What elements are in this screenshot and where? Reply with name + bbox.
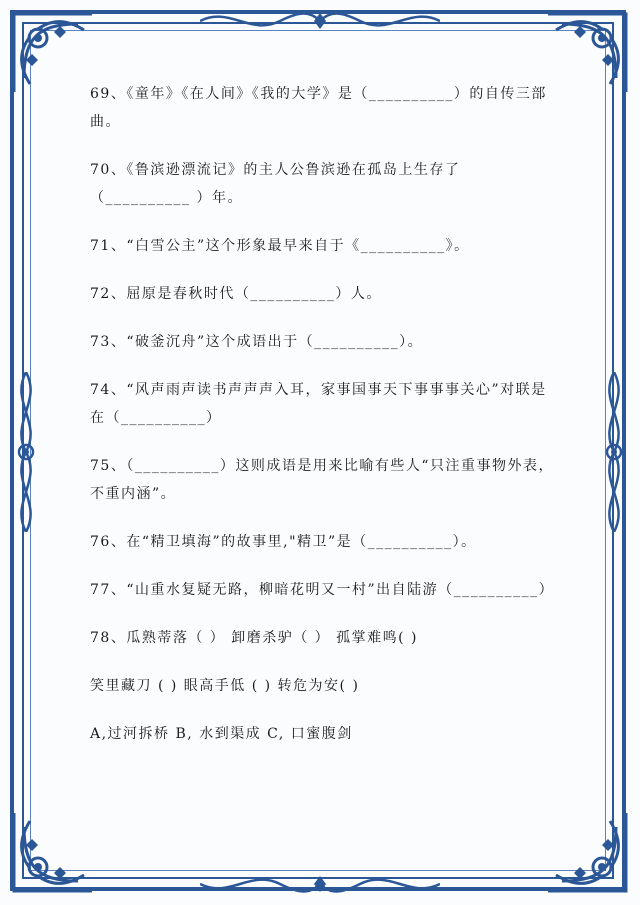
question-75: 75、（__________）这则成语是用来比喻有些人“只注重事物外表，不重内涵”。	[90, 458, 554, 502]
side-ornament-icon	[6, 372, 46, 532]
corner-ornament-icon	[8, 807, 98, 897]
question-70: 70、《鲁滨逊漂流记》的主人公鲁滨逊在孤岛上生存了（__________ ）年。	[90, 162, 461, 206]
side-ornament-icon	[594, 372, 634, 532]
question-76: 76、在“精卫填海”的故事里,"精卫”是（__________）。	[90, 534, 477, 550]
question-72: 72、屈原是春秋时代（__________）人。	[90, 286, 382, 302]
top-ornament-icon	[200, 6, 440, 36]
question-71: 71、“白雪公主”这个形象最早来自于《__________》。	[90, 238, 470, 254]
question-77: 77、“山重水复疑无路，柳暗花明又一村”出自陆游（__________）	[90, 582, 555, 598]
question-73: 73、“破釜沉舟”这个成语出于（__________）。	[90, 334, 424, 350]
question-69: 69、《童年》《在人间》《我的大学》是（__________）的自传三部曲。	[90, 86, 547, 130]
question-78-options: A,过河拆桥 B, 水到渠成 C, 口蜜腹剑	[90, 726, 353, 742]
question-74: 74、“风声雨声读书声声声入耳，家事国事天下事事事关心”对联是在（__________）	[90, 382, 547, 426]
corner-ornament-icon	[8, 8, 98, 98]
question-78: 78、瓜熟蒂落（ ） 卸磨杀驴（ ） 孤掌难鸣( )	[90, 630, 418, 646]
corner-ornament-icon	[542, 807, 632, 897]
question-list	[90, 80, 560, 748]
question-78-line-2: 笑里藏刀 ( ) 眼高手低 ( ) 转危为安( )	[90, 678, 360, 694]
bottom-ornament-icon	[200, 869, 440, 899]
